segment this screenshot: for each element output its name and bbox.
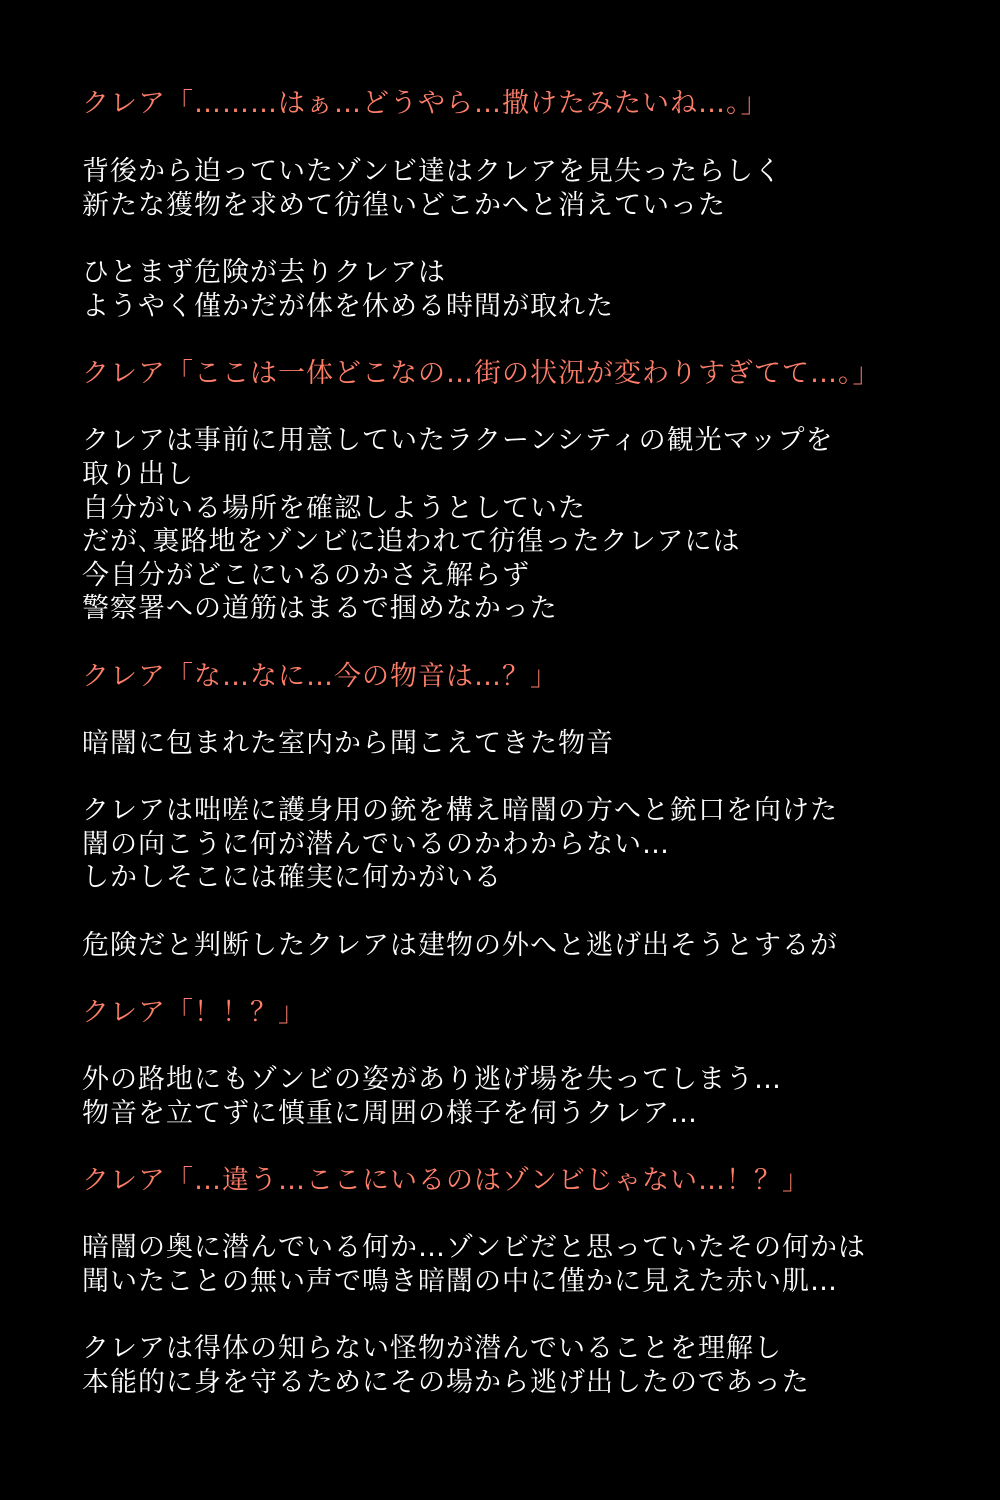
narration-line: 本能的に身を守るためにその場から逃げ出したのであった <box>82 1367 810 1398</box>
narration-line: ひとまず危険が去りクレアは <box>82 257 446 288</box>
narration-line: 物音を立てずに慎重に周囲の様子を伺うクレア… <box>82 1098 698 1129</box>
narration-line: ようやく僅かだが体を休める時間が取れた <box>82 291 614 322</box>
dialogue-line: クレア「！！？」 <box>82 997 306 1028</box>
narration-line: 取り出し <box>82 459 194 490</box>
narration-line: 警察署への道筋はまるで掴めなかった <box>82 593 558 624</box>
narration-line: 聞いたことの無い声で鳴き暗闇の中に僅かに見えた赤い肌… <box>82 1266 838 1297</box>
narration-line: クレアは事前に用意していたラクーンシティの観光マップを <box>82 425 834 456</box>
dialogue-line: クレア「………はぁ…どうやら…撒けたみたいね…。」 <box>82 88 769 119</box>
narration-line: 暗闇の奥に潜んでいる何か…ゾンビだと思っていたその何かは <box>82 1232 866 1263</box>
dialogue-line: クレア「ここは一体どこなの…街の状況が変わりすぎてて…。」 <box>82 358 881 389</box>
dialogue-line: クレア「…違う…ここにいるのはゾンビじゃない…！？」 <box>82 1165 810 1196</box>
narration-line: 自分がいる場所を確認しようとしていた <box>82 493 586 524</box>
narration-line: 背後から迫っていたゾンビ達はクレアを見失ったらしく <box>82 156 782 187</box>
narration-line: 外の路地にもゾンビの姿があり逃げ場を失ってしまう… <box>82 1064 782 1095</box>
narration-line: 新たな獲物を求めて彷徨いどこかへと消えていった <box>82 190 726 221</box>
narration-line: だが､裏路地をゾンビに追われて彷徨ったクレアには <box>82 526 741 557</box>
narration-line: しかしそこには確実に何かがいる <box>82 862 502 893</box>
narration-line: 危険だと判断したクレアは建物の外へと逃げ出そうとするが <box>82 930 838 961</box>
narration-line: 暗闇に包まれた室内から聞こえてきた物音 <box>82 728 614 759</box>
narration-line: クレアは咄嗟に護身用の銃を構え暗闇の方へと銃口を向けた <box>82 795 838 826</box>
narration-line: 今自分がどこにいるのかさえ解らず <box>82 560 530 591</box>
dialogue-line: クレア「な…なに…今の物音は…？」 <box>82 661 558 692</box>
narration-line: クレアは得体の知らない怪物が潜んでいることを理解し <box>82 1333 782 1364</box>
narration-line: 闇の向こうに何が潜んでいるのかわからない… <box>82 829 670 860</box>
